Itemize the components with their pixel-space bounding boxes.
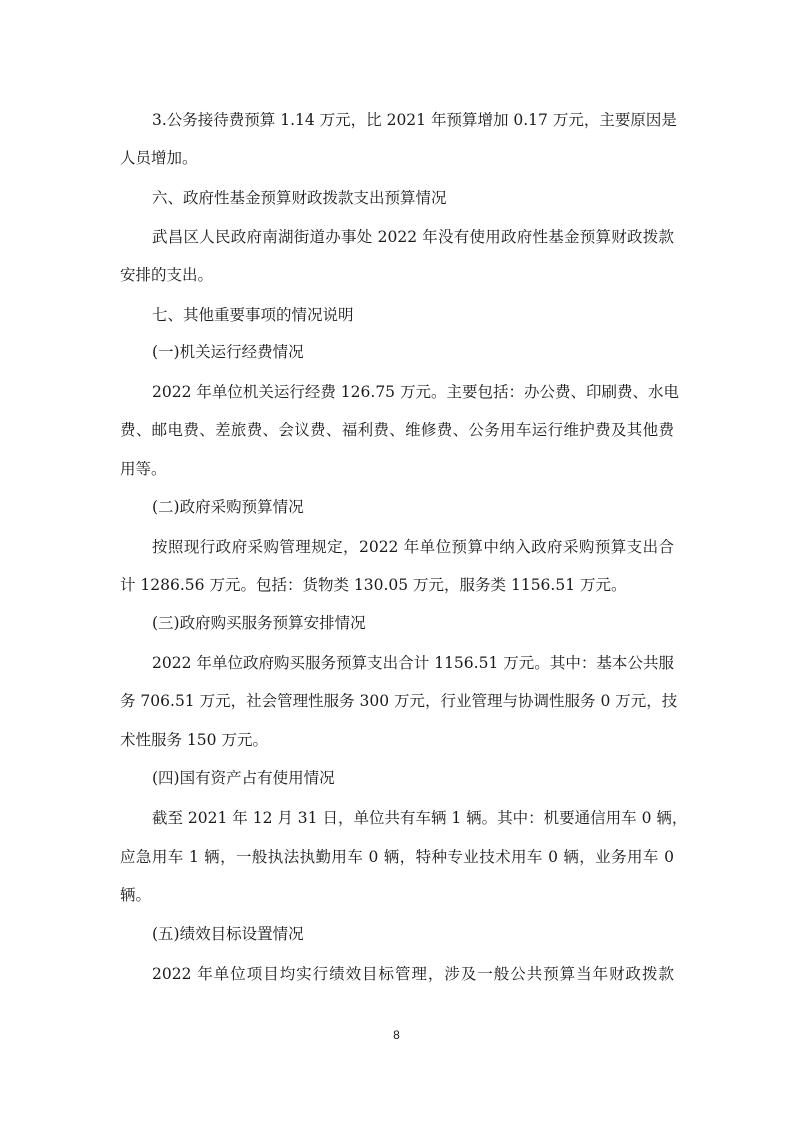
text-line: 计 1286.56 万元。包括：货物类 130.05 万元，服务类 1156.51 万元。: [120, 576, 627, 594]
subsection-heading: (二)政府采购预算情况: [152, 498, 304, 516]
subsection-heading: (五)绩效目标设置情况: [152, 925, 304, 943]
text-line: 术性服务 150 万元。: [120, 731, 268, 749]
text-line: 2022 年单位机关运行经费 126.75 万元。主要包括：办公费、印刷费、水电: [152, 383, 679, 401]
text-line: 辆。: [120, 886, 152, 904]
subsection-heading: (一)机关运行经费情况: [152, 343, 304, 361]
text-line: 截至 2021 年 12 月 31 日，单位共有车辆 1 辆。其中：机要通信用车 0 辆，: [152, 809, 688, 827]
text-line: 务 706.51 万元，社会管理性服务 300 万元，行业管理与协调性服务 0 万元，技: [120, 692, 678, 710]
text-line: 人员增加。: [120, 149, 198, 167]
text-line: 3.公务接待费预算 1.14 万元，比 2021 年预算增加 0.17 万元，主要原因是: [152, 111, 677, 129]
text-line: 按照现行政府采购管理规定，2022 年单位预算中纳入政府采购预算支出合: [152, 538, 674, 556]
text-line: 用等。: [120, 460, 167, 478]
text-line: 2022 年单位政府购买服务预算支出合计 1156.51 万元。其中：基本公共服: [152, 654, 674, 672]
text-line: 武昌区人民政府南湖街道办事处 2022 年没有使用政府性基金预算财政拨款: [152, 228, 674, 246]
page-number: 8: [393, 1028, 400, 1042]
text-line: 安排的支出。: [120, 266, 214, 284]
text-line: 费、邮电费、差旅费、会议费、福利费、维修费、公务用车运行维护费及其他费: [120, 421, 674, 439]
subsection-heading: (三)政府购买服务预算安排情况: [152, 614, 366, 632]
subsection-heading: (四)国有资产占有使用情况: [152, 769, 335, 787]
section-heading: 六、政府性基金预算财政拨款支出预算情况: [152, 189, 447, 207]
section-heading: 七、其他重要事项的情况说明: [152, 306, 354, 324]
text-line: 2022 年单位项目均实行绩效目标管理，涉及一般公共预算当年财政拨款: [152, 965, 674, 983]
text-line: 应急用车 1 辆，一般执法执勤用车 0 辆，特种专业技术用车 0 辆，业务用车 0: [120, 848, 674, 866]
